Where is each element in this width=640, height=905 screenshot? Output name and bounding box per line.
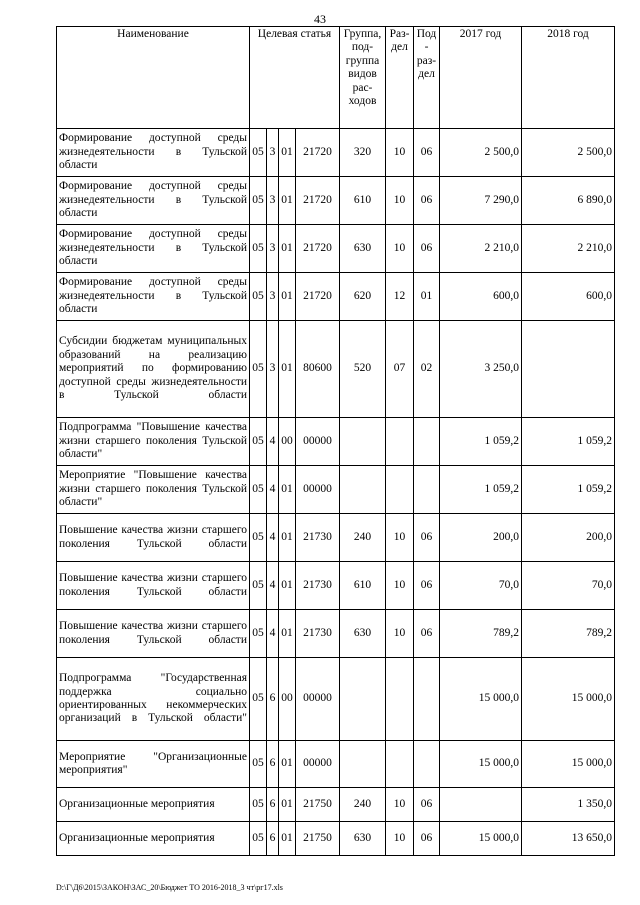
row-amount-2018: 2 210,0 (522, 225, 615, 273)
row-name: Формирование доступной среды жизнедеятельности в Тульской области (57, 225, 250, 273)
header-expense-group: Группа, под- группа видов рас- ходов (340, 27, 386, 129)
row-measure-code: 01 (279, 466, 296, 514)
row-measure-code: 01 (279, 562, 296, 610)
row-measure-code: 01 (279, 514, 296, 562)
row-program-code: 05 (250, 177, 267, 225)
row-subprogram-code: 4 (267, 514, 279, 562)
table-row (57, 129, 615, 177)
row-section: 12 (386, 273, 414, 321)
row-direction-code: 21720 (296, 225, 340, 273)
row-measure-code: 01 (279, 273, 296, 321)
row-program-code: 05 (250, 741, 267, 788)
row-program-code: 05 (250, 418, 267, 466)
footer-file-path: D:\Г\Д6\2015\ЗАКОН\ЗАС_20\Бюджет ТО 2016-2018_3 чт\рг17.xls (56, 883, 283, 892)
row-section: 10 (386, 177, 414, 225)
row-amount-2018: 200,0 (522, 514, 615, 562)
table-row (57, 418, 615, 466)
row-direction-code: 21720 (296, 177, 340, 225)
row-program-code: 05 (250, 562, 267, 610)
row-amount-2018 (522, 321, 615, 418)
row-subsection: 06 (414, 129, 440, 177)
row-subprogram-code: 4 (267, 466, 279, 514)
row-program-code: 05 (250, 514, 267, 562)
row-subsection: 06 (414, 610, 440, 658)
row-subsection: 06 (414, 562, 440, 610)
table-row (57, 822, 615, 856)
table-row (57, 225, 615, 273)
row-amount-2017: 15 000,0 (440, 741, 522, 788)
row-section: 10 (386, 822, 414, 856)
row-amount-2017: 789,2 (440, 610, 522, 658)
header-section: Раз- дел (386, 27, 414, 129)
table-row (57, 177, 615, 225)
row-expense-group (340, 658, 386, 741)
table-row (57, 741, 615, 788)
row-subprogram-code: 6 (267, 788, 279, 822)
row-name: Повышение качества жизни старшего поколения Тульской области (57, 562, 250, 610)
row-name: Повышение качества жизни старшего поколения Тульской области (57, 514, 250, 562)
row-expense-group: 520 (340, 321, 386, 418)
row-direction-code: 00000 (296, 658, 340, 741)
row-subprogram-code: 6 (267, 822, 279, 856)
budget-table (56, 26, 615, 856)
row-section: 10 (386, 562, 414, 610)
row-section: 10 (386, 225, 414, 273)
table-row (57, 562, 615, 610)
row-expense-group (340, 741, 386, 788)
row-amount-2018: 15 000,0 (522, 658, 615, 741)
row-expense-group: 620 (340, 273, 386, 321)
row-amount-2017: 15 000,0 (440, 658, 522, 741)
row-amount-2018: 13 650,0 (522, 822, 615, 856)
row-name: Формирование доступной среды жизнедеятельности в Тульской области (57, 273, 250, 321)
row-section: 10 (386, 610, 414, 658)
row-name: Мероприятие "Организационные мероприятия" (57, 741, 250, 788)
row-expense-group (340, 466, 386, 514)
row-direction-code: 21720 (296, 129, 340, 177)
row-name: Организационные мероприятия (57, 822, 250, 856)
table-row (57, 273, 615, 321)
row-subsection: 02 (414, 321, 440, 418)
row-expense-group: 630 (340, 610, 386, 658)
row-section (386, 418, 414, 466)
row-amount-2018: 1 059,2 (522, 418, 615, 466)
row-expense-group: 240 (340, 514, 386, 562)
row-program-code: 05 (250, 273, 267, 321)
row-amount-2018: 789,2 (522, 610, 615, 658)
row-subprogram-code: 4 (267, 418, 279, 466)
table-row (57, 658, 615, 741)
row-amount-2017: 3 250,0 (440, 321, 522, 418)
row-amount-2017: 70,0 (440, 562, 522, 610)
page-number: 43 (314, 12, 326, 26)
table-row (57, 610, 615, 658)
row-name: Мероприятие "Повышение качества жизни старшего поколения Тульской области" (57, 466, 250, 514)
row-section: 10 (386, 788, 414, 822)
row-direction-code: 21730 (296, 562, 340, 610)
row-subprogram-code: 4 (267, 610, 279, 658)
row-section (386, 466, 414, 514)
row-name: Подпрограмма "Государственная поддержка социально ориентированных некоммерческих организаций в Тульской области" (57, 658, 250, 741)
row-direction-code: 21730 (296, 610, 340, 658)
row-program-code: 05 (250, 321, 267, 418)
row-subsection: 01 (414, 273, 440, 321)
row-subprogram-code: 3 (267, 321, 279, 418)
row-name: Формирование доступной среды жизнедеятельности в Тульской области (57, 177, 250, 225)
row-direction-code: 00000 (296, 741, 340, 788)
table-row (57, 321, 615, 418)
row-expense-group: 240 (340, 788, 386, 822)
row-measure-code: 01 (279, 788, 296, 822)
header-name: Наименование (57, 27, 250, 129)
row-subprogram-code: 3 (267, 177, 279, 225)
row-measure-code: 01 (279, 225, 296, 273)
row-amount-2018: 2 500,0 (522, 129, 615, 177)
row-expense-group: 320 (340, 129, 386, 177)
table-row (57, 466, 615, 514)
row-expense-group: 630 (340, 822, 386, 856)
row-program-code: 05 (250, 610, 267, 658)
row-subsection: 06 (414, 177, 440, 225)
header-year-2017: 2017 год (440, 27, 522, 129)
row-expense-group: 610 (340, 177, 386, 225)
header-target-article: Целевая статья (250, 27, 340, 129)
table-header-row (57, 27, 615, 129)
row-subsection: 06 (414, 225, 440, 273)
row-measure-code: 00 (279, 418, 296, 466)
row-subsection (414, 741, 440, 788)
row-subsection: 06 (414, 822, 440, 856)
row-subprogram-code: 6 (267, 658, 279, 741)
row-measure-code: 01 (279, 177, 296, 225)
row-measure-code: 01 (279, 822, 296, 856)
row-measure-code: 00 (279, 658, 296, 741)
row-subprogram-code: 3 (267, 273, 279, 321)
row-program-code: 05 (250, 225, 267, 273)
row-amount-2018: 6 890,0 (522, 177, 615, 225)
row-section: 10 (386, 514, 414, 562)
row-program-code: 05 (250, 788, 267, 822)
row-amount-2017: 1 059,2 (440, 466, 522, 514)
row-program-code: 05 (250, 466, 267, 514)
table-row (57, 514, 615, 562)
row-name: Субсидии бюджетам муниципальных образований на реализацию мероприятий по формированию доступной среды жизнедеятельности в Тульской области (57, 321, 250, 418)
row-direction-code: 21750 (296, 822, 340, 856)
row-program-code: 05 (250, 129, 267, 177)
row-direction-code: 21720 (296, 273, 340, 321)
header-year-2018: 2018 год (522, 27, 615, 129)
row-amount-2017: 600,0 (440, 273, 522, 321)
row-direction-code: 00000 (296, 418, 340, 466)
row-section: 10 (386, 129, 414, 177)
row-amount-2017: 7 290,0 (440, 177, 522, 225)
row-subprogram-code: 3 (267, 129, 279, 177)
row-expense-group (340, 418, 386, 466)
row-amount-2017 (440, 788, 522, 822)
row-amount-2018: 70,0 (522, 562, 615, 610)
row-section (386, 741, 414, 788)
row-amount-2017: 2 500,0 (440, 129, 522, 177)
row-expense-group: 630 (340, 225, 386, 273)
row-expense-group: 610 (340, 562, 386, 610)
row-name: Организационные мероприятия (57, 788, 250, 822)
row-name: Повышение качества жизни старшего поколения Тульской области (57, 610, 250, 658)
row-subsection: 06 (414, 514, 440, 562)
row-amount-2018: 1 059,2 (522, 466, 615, 514)
row-subsection (414, 466, 440, 514)
row-measure-code: 01 (279, 610, 296, 658)
row-direction-code: 21730 (296, 514, 340, 562)
row-program-code: 05 (250, 822, 267, 856)
row-subprogram-code: 3 (267, 225, 279, 273)
row-amount-2018: 600,0 (522, 273, 615, 321)
row-subprogram-code: 4 (267, 562, 279, 610)
row-amount-2017: 15 000,0 (440, 822, 522, 856)
row-measure-code: 01 (279, 741, 296, 788)
row-amount-2018: 15 000,0 (522, 741, 615, 788)
table-row (57, 788, 615, 822)
row-subprogram-code: 6 (267, 741, 279, 788)
row-name: Подпрограмма "Повышение качества жизни старшего поколения Тульской области" (57, 418, 250, 466)
row-subsection: 06 (414, 788, 440, 822)
row-amount-2017: 1 059,2 (440, 418, 522, 466)
row-amount-2018: 1 350,0 (522, 788, 615, 822)
row-amount-2017: 200,0 (440, 514, 522, 562)
header-subsection: Под- раз- дел (414, 27, 440, 129)
row-section: 07 (386, 321, 414, 418)
row-measure-code: 01 (279, 321, 296, 418)
row-name: Формирование доступной среды жизнедеятельности в Тульской области (57, 129, 250, 177)
row-direction-code: 00000 (296, 466, 340, 514)
row-subsection (414, 418, 440, 466)
row-program-code: 05 (250, 658, 267, 741)
row-section (386, 658, 414, 741)
row-direction-code: 80600 (296, 321, 340, 418)
row-subsection (414, 658, 440, 741)
row-amount-2017: 2 210,0 (440, 225, 522, 273)
row-measure-code: 01 (279, 129, 296, 177)
row-direction-code: 21750 (296, 788, 340, 822)
